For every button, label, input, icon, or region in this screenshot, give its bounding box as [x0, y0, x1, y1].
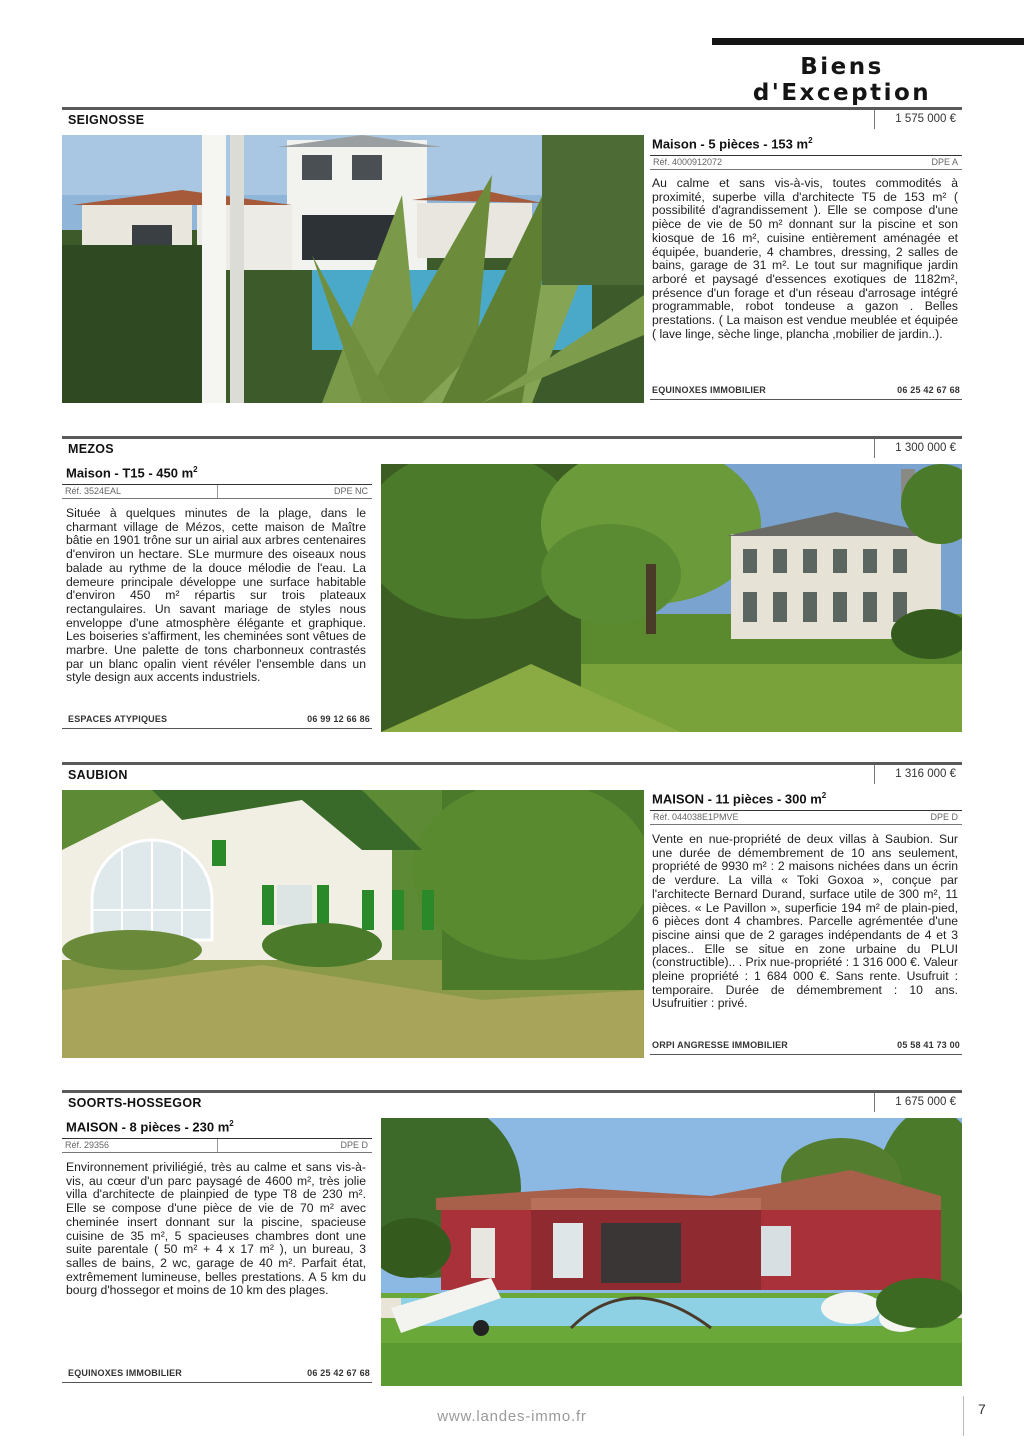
listing-ref: Réf. 044038E1PMVE	[653, 812, 739, 822]
listing-photo	[381, 464, 962, 732]
listing-phone: 06 99 12 66 86	[307, 714, 370, 724]
listing-type: MAISON - 11 pièces - 300 $m^2$	[652, 791, 827, 807]
ref-divider	[217, 1139, 218, 1152]
listing-ref-row	[62, 484, 372, 499]
listing-photo	[62, 135, 644, 403]
listing-info	[650, 135, 962, 407]
listing-ref: Réf. 3524EAL	[65, 486, 122, 496]
listing-title-row	[62, 1090, 962, 1112]
listing-dpe: DPE D	[930, 812, 958, 822]
listing-description: Vente en nue-propriété de deux villas à Saubion. Sur une durée de démembrement de 10 ans seulement, propriété de 9930 m² : 2 maisons nichées dans un écrin de verdure. La villa « Toki Goxoa », conçue par l'architecte Bernard Durand, surface utile de 300 m², 11 pièces. « Le Pavillon », superficie 194 m² de plain-pied, 6 pièces dont 4 chambres. Parcelle agrémentée d'une piscine ainsi que de 2 garages indépendants de 4 et 3 places.. Elle se situe en zone urbaine du PLUI (constructible).. . Prix nue-propriété : 1 316 000 €. Valeur pleine propriété : 1 684 000 €. Sans rente. Usufruit : temporaire. Durée de démembrement : 10 ans. Usufruitier : privé.	[652, 832, 958, 1011]
listing-price: 1 575 000 €	[874, 110, 962, 129]
listing-description: Au calme et sans vis-à-vis, toutes commodités à proximité, superbe villa d'architecte T5 de 153 m² ( possibilité d'agrandissement ). Elle se compose d'une pièce de vie de 50 m² donnant sur la piscine et son kiosque de 16 m², cuisine entièrement aménagée et équipée, buanderie, 4 chambres, dressing, 2 salles de bains, garage de 31 m². Le tout sur magnifique jardin arboré et paysagé d'essences exotiques de 1182m², présence d'un forage et d'un réseau d'arrosage intégré programmable, robot tondeuse a gazon . Belles prestations. ( La maison est vendue meublée et équipée ( lave linge, sèche linge, plancha ,mobilier de jardin..).	[652, 176, 958, 341]
listing-ref-row	[650, 155, 962, 170]
listing-city: SOORTS-HOSSEGOR	[68, 1096, 202, 1110]
listing-type: Maison - 5 pièces - 153 $m^2$	[652, 136, 813, 152]
page-number: 7	[963, 1396, 998, 1436]
listing-seignosse	[62, 107, 962, 407]
listing-city: MEZOS	[68, 442, 114, 456]
listing-price: 1 316 000 €	[874, 765, 962, 784]
listing-phone: 06 25 42 67 68	[897, 385, 960, 395]
listing-price: 1 675 000 €	[874, 1093, 962, 1112]
listing-dpe: DPE D	[340, 1140, 368, 1150]
listing-ref-row	[62, 1138, 372, 1153]
listing-agency-row	[650, 1038, 962, 1055]
listing-phone: 05 58 41 73 00	[897, 1040, 960, 1050]
listing-agency: EQUINOXES IMMOBILIER	[68, 1368, 183, 1378]
listing-soorts-hossegor	[62, 1090, 962, 1390]
listing-agency: EQUINOXES IMMOBILIER	[652, 385, 767, 395]
listing-ref: Réf. 29356	[65, 1140, 110, 1150]
ref-divider	[217, 485, 218, 498]
listing-description: Située à quelques minutes de la plage, dans le charmant village de Mézos, cette maison de Maître bâtie en 1901 trône sur un airial aux arbres centenaires d'environ un hectare. SLe murmure des oiseaux nous balade au rythme de la douce mélodie de l'eau. La demeure principale développe une surface habitable d'environ 450 m² répartis sur trois plateaux rectangulaires. Un savant mariage de styles nous enveloppe d'une atmosphère élégante et graphique. Les boiseries s'affirment, les cheminées sont vêtues de marbre. Une palette de tons charbonneux contrastés par un blanc opalin vient révéler l'ensemble dans un style design aux accents industriels.	[66, 506, 366, 685]
listing-type: MAISON - 8 pièces - 230 $m^2$	[66, 1119, 234, 1135]
listing-mezos	[62, 436, 962, 736]
listing-phone: 06 25 42 67 68	[307, 1368, 370, 1378]
header-bar	[712, 38, 1024, 45]
footer-url: www.landes-immo.fr	[437, 1408, 587, 1425]
listing-ref: Réf. 4000912072	[653, 157, 723, 167]
listing-type: Maison - T15 - 450 $m^2$	[66, 465, 198, 481]
listing-dpe: DPE NC	[333, 486, 368, 496]
listing-agency: ORPI ANGRESSE IMMOBILIER	[652, 1040, 788, 1050]
listing-saubion	[62, 762, 962, 1062]
listing-info	[62, 464, 372, 736]
listing-info	[62, 1118, 372, 1390]
listing-title-row	[62, 762, 962, 784]
listing-city: SEIGNOSSE	[68, 113, 145, 127]
listing-agency-row	[62, 712, 372, 729]
listing-description: Environnement priviliégié, très au calme et sans vis-à-vis, au cœur d'un parc paysagé de 4600 m², très jolie villa d'architecte de plainpied de type T8 de 230 m². Elle se compose d'une pièce de vie de 70 m² avec cheminée insert donnant sur la piscine, spacieuse cuisine de 35 m², 5 spacieuses chambres dont une suite parentale ( 50 m² + 4 x 17 m² ), un bureau, 3 salles de bains, 2 wc, garage de 40 m². Parfait état, extrêmement lumineuse, belles prestations. A 5 km du bourg d'hossegor et moins de 10 km des plages.	[66, 1160, 366, 1298]
listing-photo	[62, 790, 644, 1058]
listing-agency: ESPACES ATYPIQUES	[68, 714, 168, 724]
listing-price: 1 300 000 €	[874, 439, 962, 458]
page-title: Biens d'Exception	[752, 54, 932, 106]
listing-city: SAUBION	[68, 768, 128, 782]
listing-agency-row	[62, 1366, 372, 1383]
listing-ref-row	[650, 810, 962, 825]
listing-photo	[381, 1118, 962, 1386]
listing-title-row	[62, 107, 962, 129]
listing-agency-row	[650, 383, 962, 400]
listing-dpe: DPE A	[931, 157, 958, 167]
listing-info	[650, 790, 962, 1062]
listing-title-row	[62, 436, 962, 458]
